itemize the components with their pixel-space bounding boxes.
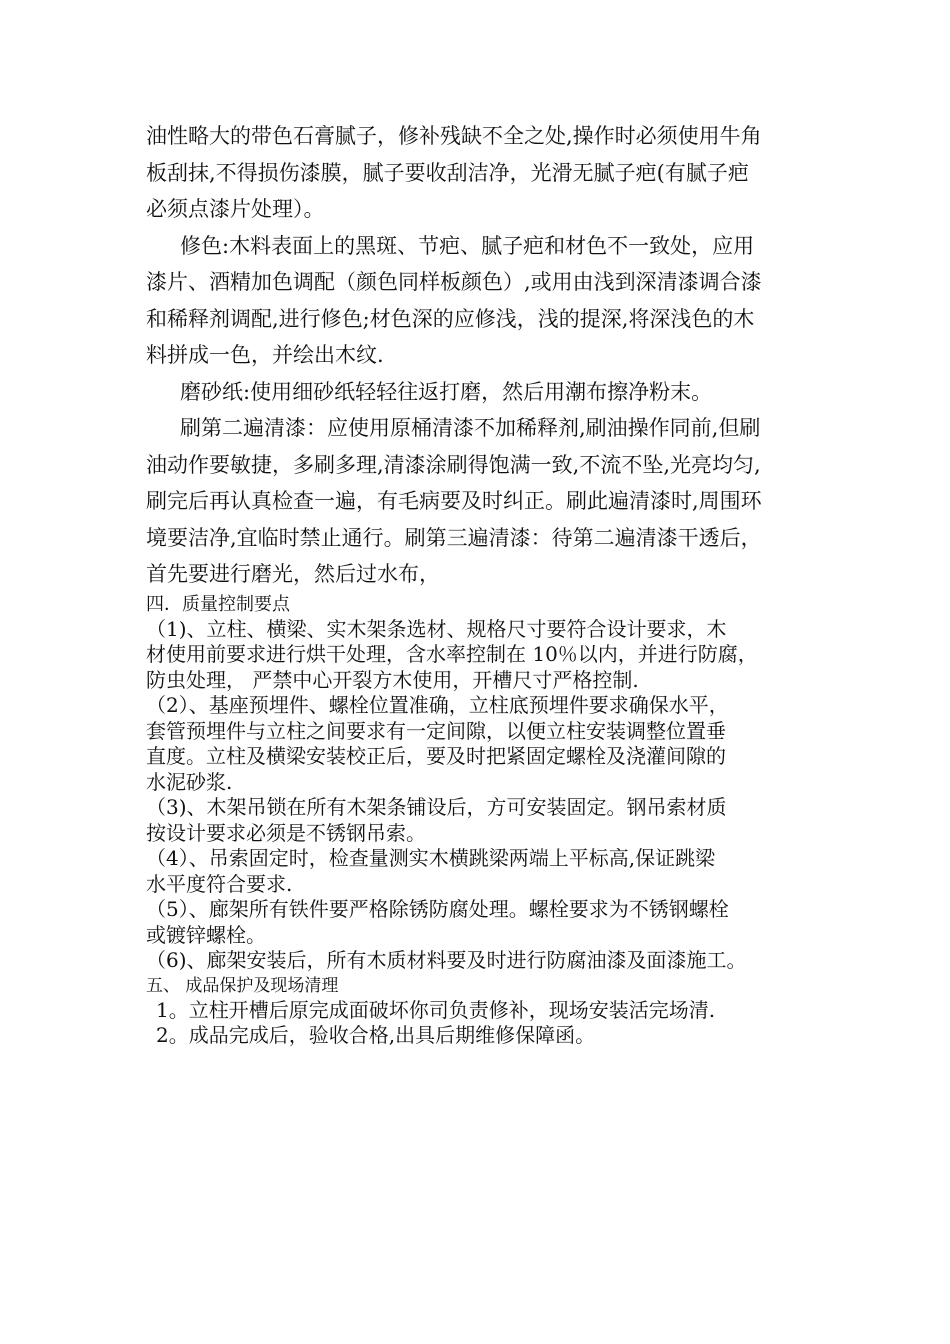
section-heading-quality: 四．质量控制要点 — [146, 593, 290, 615]
text-line: 油性略大的带色石膏腻子，修补残缺不全之处,操作时必须使用牛角 — [146, 124, 762, 148]
quality-control-section — [146, 593, 811, 1049]
document-page — [146, 118, 811, 1049]
list-item: 或镀锌螺栓。 — [146, 922, 266, 947]
list-item: 1。立柱开槽后原完成面破坏你司负责修补，现场安装活完场清. — [156, 997, 716, 1022]
list-item: （6)、廊架安装后，所有木质材料要及时进行防腐油漆及面漆施工。 — [146, 948, 747, 972]
paragraph-putty — [146, 118, 811, 228]
list-item: （1)、立柱、横梁、实木架条选材、规格尺寸要符合设计要求，木 — [146, 616, 727, 641]
finishing-process-text — [146, 118, 811, 593]
text-line: 必须点漆片处理）。 — [146, 197, 325, 221]
text-line: 刷完后再认真检查一遍，有毛病要及时纠正。刷此遍清漆时,周围环 — [146, 489, 762, 513]
text-line: 首先要进行磨光，然后过水布， — [146, 562, 440, 586]
text-line: 料拼成一色，并绘出木纹. — [146, 343, 384, 367]
list-item: （2）、基座预埋件、螺栓位置准确，立柱底预埋件要求确保水平， — [146, 693, 729, 717]
list-item: （3)、木架吊锁在所有木架条铺设后，方可安装固定。钢吊索材质 — [146, 795, 727, 819]
list-item: 水平度符合要求. — [146, 871, 293, 896]
list-item: （4）、吊索固定时，检查量测实木横跳梁两端上平标高,保证跳梁 — [146, 846, 716, 870]
list-item: 2。成品完成后，验收合格,出具后期维修保障函。 — [156, 1023, 596, 1047]
text-line: 漆片、酒精加色调配（颜色同样板颜色）,或用由浅到深清漆调合漆 — [146, 270, 762, 294]
list-item: 防虫处理， 严禁中心开裂方木使用，开槽尺寸严格控制. — [146, 667, 639, 692]
list-item: 材使用前要求进行烘干处理，含水率控制在 10％以内，并进行防腐， — [146, 642, 758, 666]
text-line: 刷第二遍清漆：应使用原桶清漆不加稀释剂,刷油操作同前,但刷 — [180, 416, 761, 440]
paragraph-second-varnish — [146, 410, 811, 593]
paragraph-color-correction — [146, 228, 811, 374]
text-line: 境要洁净,宜临时禁止通行。刷第三遍清漆：待第二遍清漆干透后， — [146, 525, 762, 550]
text-line: 修色:木料表面上的黑斑、节疤、腻子疤和材色不一致处，应用 — [180, 233, 755, 258]
list-item: 直度。立柱及横梁安装校正后，要及时把紧固定螺栓及浇灌间隙的 — [146, 744, 726, 768]
list-item: 按设计要求必须是不锈钢吊索。 — [146, 820, 426, 845]
list-item: 套管预埋件与立柱之间要求有一定间隙，以便立柱安装调整位置垂 — [146, 718, 726, 743]
list-item: （5）、廊架所有铁件要严格除锈防腐处理。螺栓要求为不锈钢螺栓 — [146, 897, 729, 921]
text-line: 板刮抹,不得损伤漆膜，腻子要收刮洁净，光滑无腻子疤(有腻子疤 — [146, 160, 749, 185]
list-item: 水泥砂浆. — [146, 769, 233, 794]
text-line: 和稀释剂调配,进行修色;材色深的应修浅，浅的提深,将深浅色的木 — [146, 306, 755, 331]
section-heading-protection: 五、 成品保护及现场清理 — [146, 975, 339, 996]
text-line: 油动作要敏捷，多刷多理,清漆涂刷得饱满一致,不流不坠,光亮均匀, — [146, 452, 761, 477]
text-line: 磨砂纸:使用细砂纸轻轻往返打磨，然后用潮布擦净粉末。 — [180, 379, 713, 404]
paragraph-sanding — [146, 374, 811, 411]
